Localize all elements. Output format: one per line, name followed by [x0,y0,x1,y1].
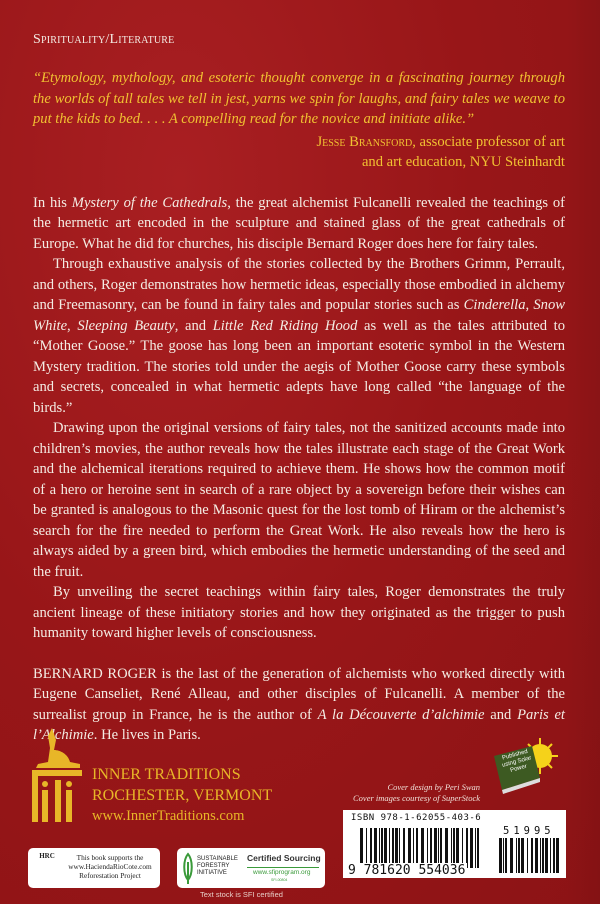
sfi-tree-icon [181,852,195,884]
text-run: BERNARD ROGER is the last of the generation of alchemists who worked directly with Eugene Canseliet, René Alleau, and other disciples of Fulcanelli. A member of the surrealist group in France, he is the author of [33,665,565,723]
author-bio [33,664,565,746]
text-run: Through exhaustive analysis of the stories collected by the Brothers Grimm, Perrault, and others, Roger demonstrates how hermetic ideas, especially those embodied in alchemy and Freemasonry, can be found in fairy tales and popular stories such as [33,256,565,314]
sfi-footer-note: Text stock is SFI certified [200,890,283,899]
text-run: In his [33,194,72,211]
title-italic: Paris et l’Alchimie [33,706,565,744]
barcode-bar [505,838,507,873]
text-run: as well as the tales attributed to “Mother Goose.” The goose has long been an important esoteric symbol in the Western Mystery tradition. The stories told under the aegis of Mother Goose carry these symbols and secrets, concealed in what hermetic adepts have long called “the language of the birds.” [33,317,566,416]
text-run: and [484,706,518,723]
barcode-bar [503,838,504,873]
barcode-bar [379,828,380,868]
barcode-bar [462,828,463,868]
barcode-bar [550,838,551,873]
sfi-name: SUSTAINABLE FORESTRY INITIATIVE [197,856,238,876]
title-italic: Snow White [33,297,565,334]
barcode-bar [477,828,479,868]
inner-traditions-logo [30,724,86,822]
barcode-bar [438,828,439,868]
barcode-bar [370,828,372,868]
cover-images-credit: Cover images courtesy of SuperStock [353,793,480,803]
barcode-bar [542,838,544,873]
barcode-bar [456,828,459,868]
barcode-bar [430,828,432,868]
barcode-bar [466,828,468,868]
barcode-bar [392,828,394,868]
price-code: 51995 [503,825,555,837]
publisher-info [92,764,272,827]
barcode-bar [434,828,437,868]
publisher-name: INNER TRADITIONS [92,766,241,783]
sfi-certified-sourcing: Certified Sourcing [247,853,321,863]
barcode-bar [445,828,448,868]
barcode-bar [395,828,398,868]
barcode-bar [403,828,405,868]
text-run: , the great alchemist Fulcanelli revealed the teachings of the hermetic art encoded in the sculpture and stained glass of the great cathedrals of Europe. What he did for churches, his disciple Bernard Roger does here for fairy tales. [33,194,566,252]
sfi-badge [177,848,325,888]
hrc-line3: Reforestation Project [79,871,141,880]
barcode-bar [556,838,559,873]
addon-bars [499,838,559,873]
title-italic: Sleeping Beauty [77,317,175,334]
hrc-logo: HRC [39,852,55,860]
barcode-bar [470,828,473,868]
barcode-bar [399,828,400,868]
barcode-bar [384,828,387,868]
sfi-code: SFI-00804 [271,878,288,882]
barcode-bar [408,828,411,868]
barcode-bar [421,828,424,868]
text-run: . He lives in Paris. [93,727,201,744]
barcode-bar [381,828,383,868]
solar-badge-text: Published using Solar Power [501,748,533,774]
hrc-line1: This book supports the [76,853,144,862]
endorser-name: Jesse Bransford [316,133,413,150]
endorsement-attribution [33,132,565,173]
barcode-bar [451,828,452,868]
barcode-bar [516,838,517,873]
barcode-bars [360,828,480,868]
back-cover-text [33,32,565,746]
barcode-bar [545,838,548,873]
cover-design-credit: Cover design by Peri Swan [387,782,480,792]
cover-credits [340,782,480,804]
hrc-url: www.HaciendaRioCote.com [68,862,152,871]
sfi-url: www.sfiprogram.org [253,869,311,876]
text-run: , [525,297,534,314]
endorser-affiliation: and art education, NYU Steinhardt [361,154,565,171]
description-paragraph [33,193,565,255]
barcode-bar [540,838,541,873]
barcode-bar [518,838,520,873]
title-italic: Little Red Riding Hood [212,317,358,334]
barcode-bar [499,838,502,873]
barcode-bar [366,828,367,868]
text-run: , and [174,317,213,334]
barcode-bar [374,828,377,868]
ean-number: 9 781620 554036 [348,863,466,878]
barcode-bar [389,828,390,868]
spine-edge [566,0,600,904]
title-italic: Cinderella [463,297,526,314]
barcode-bar [427,828,428,868]
barcode-bar [360,828,363,868]
text-run: By unveiling the secret teachings within fairy tales, Roger demonstrates the truly ancient lineage of these initiatory stories and how they originated as the trigger to push humanity toward higher levels of consciousness. [33,584,565,642]
isbn-barcode [343,810,566,878]
endorser-title: , associate professor of art [412,133,565,150]
barcode-bar [527,838,528,873]
barcode-bar [453,828,455,868]
barcode-bar [475,828,476,868]
barcode-bar [531,838,533,873]
barcode-bar [553,838,555,873]
barcode-bar [510,838,513,873]
publisher-url[interactable]: www.InnerTraditions.com [92,808,245,824]
publisher-city: ROCHESTER, VERMONT [92,787,273,804]
title-italic: A la Découverte d’alchimie [317,706,485,723]
barcode-bar [521,838,524,873]
barcode-bar [413,828,414,868]
description-paragraph [33,254,565,418]
barcode-bar [440,828,442,868]
barcode-bar [535,838,538,873]
description [33,193,565,644]
category-label: Spirituality/Literature [33,32,175,47]
endorsement-quote: “Etymology, mythology, and esoteric thought converge in a fascinating journey through the worlds of tall tales we tell in jest, yarns we spin for laughs, and fairy tales we weave to put the kids to bed. . . . A compelling read for the novice and initiate alike.” [33,70,565,128]
text-run: Drawing upon the original versions of fairy tales, not the sanitized accounts made into children’s movies, the author reveals how the tales illustrate each stage of the Great Work and the alchemical iterations required to achieve them. He shows how the common motif of a hero or heroine sent in search of a rare object by a sovereign before their wishes can be granted is analogous to the Masonic quest for the lost tomb of Hiram or the alchemist’s search for the fire needed to perform the Great Work. He also reveals how the hero is always aided by a green bird, which embodies the hermetic understanding of the seed and the fruit. [33,420,565,580]
description-paragraph [33,418,565,582]
barcode-bar [416,828,418,868]
isbn-text: ISBN 978-1-62055-403-6 [351,813,482,823]
description-paragraph [33,582,565,644]
hrc-reforestation-badge [28,848,160,888]
text-run: , [67,317,78,334]
title-italic: Mystery of the Cathedrals [71,194,228,211]
